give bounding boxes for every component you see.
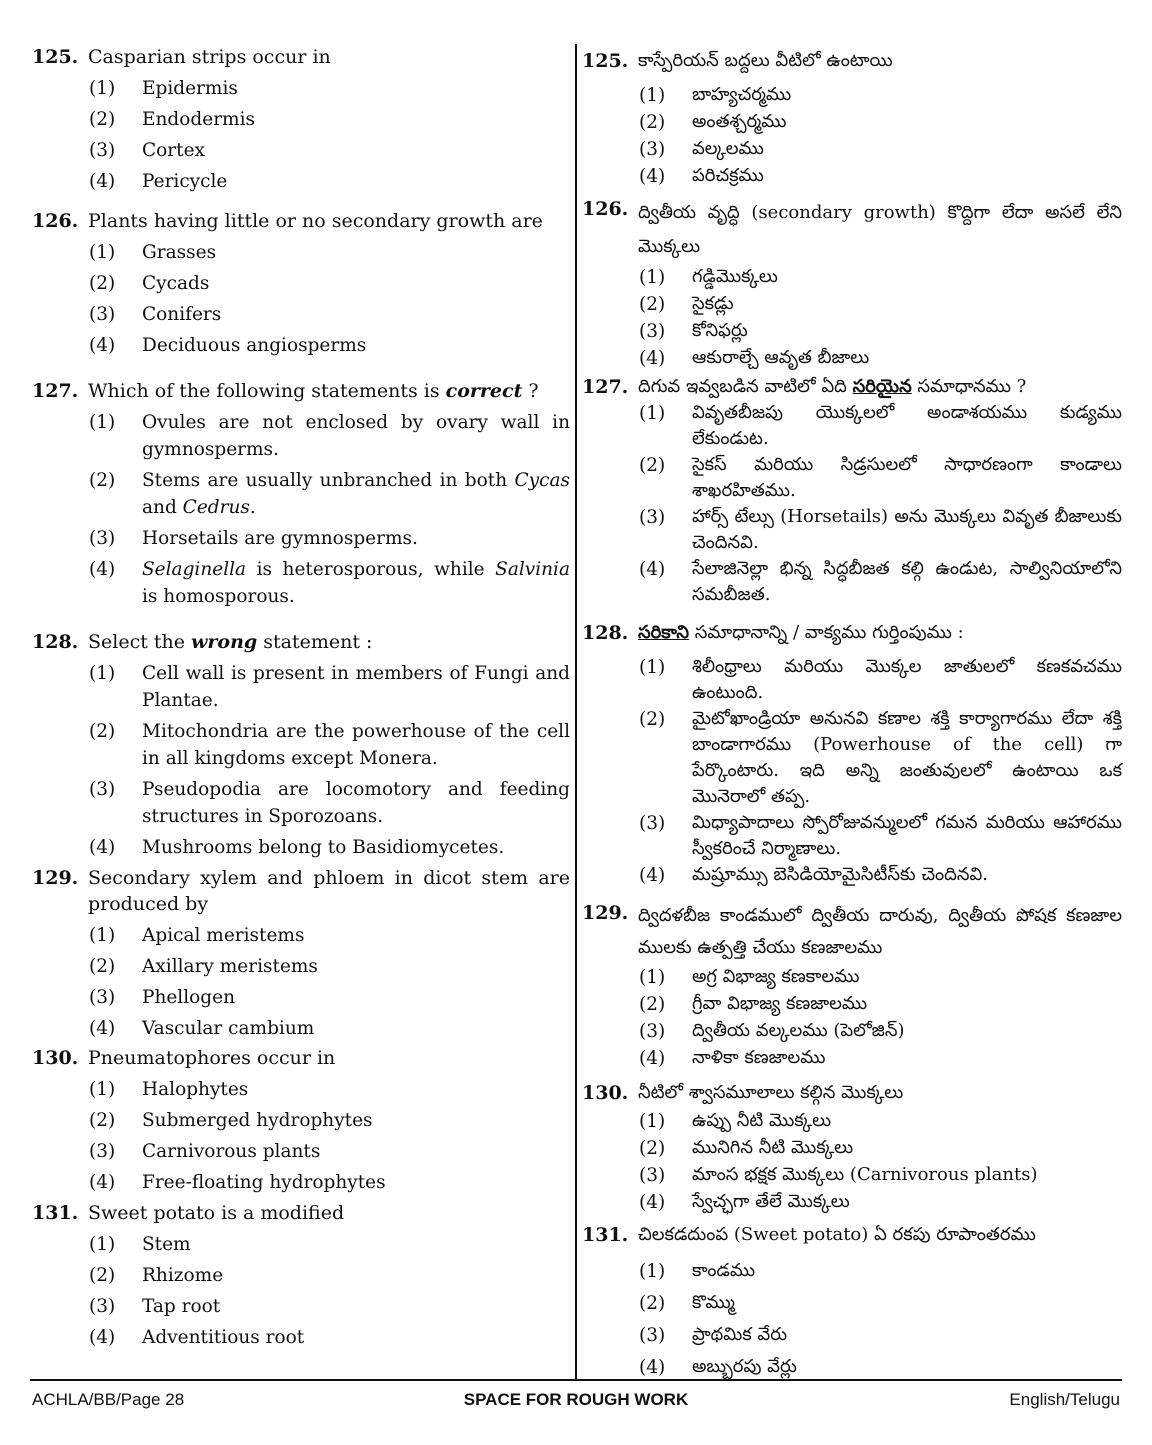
question-number: 125.	[582, 50, 629, 72]
option-text: మాంస భక్షక మొక్కలు (Carnivorous plants)	[692, 1164, 1038, 1185]
option-text: హార్స్ టేల్సు (Horsetails) అను మొక్కలు వివృత బీజాలుకు చెందినవి.	[692, 506, 1122, 553]
option-number: (4)	[89, 559, 116, 580]
option-number: (3)	[89, 304, 116, 325]
option-text: గ్రీవా విభాజ్య కణజాలము	[692, 993, 868, 1014]
option-text: Apical meristems	[142, 925, 305, 946]
option-text: సేలాజినెల్లా భిన్న సిద్ధబీజత కల్గి ఉండుట, సాల్వినియాలోని సమబీజత.	[692, 558, 1122, 605]
option-number: (4)	[639, 559, 666, 580]
option-text: కోనిఫర్లు	[692, 320, 748, 341]
option	[89, 467, 570, 521]
option-number: (4)	[89, 1172, 116, 1193]
option-number: (1)	[639, 657, 666, 678]
option-text: పరిచక్రము	[692, 165, 764, 186]
option-text: ఉప్పు నీటి మొక్కలు	[692, 1110, 832, 1131]
option-text: Axillary meristems	[142, 956, 318, 977]
option-number: (2)	[639, 294, 666, 315]
option	[89, 1138, 570, 1165]
question-number: 129.	[582, 902, 629, 924]
option-text: Stem	[142, 1234, 191, 1255]
footer-rule	[30, 1379, 1122, 1381]
option-text: మైటోఖాండ్రియా అనునవి కణాల శక్తి కార్యాగారము లేదా శక్తి బాండాగారము (Powerhouse of the cell) గా పేర్కొంటారు. ఇది అన్ని జంతువులలో ఉంటాయి ఒక మొనెరాలో తప్ప.	[692, 708, 1122, 807]
option-number: (2)	[639, 1293, 666, 1314]
option-text: Free-floating hydrophytes	[142, 1172, 386, 1193]
option-number: (3)	[639, 1021, 666, 1042]
question-number: 127.	[582, 376, 629, 398]
option	[89, 922, 570, 949]
option	[639, 1135, 1122, 1162]
option	[639, 163, 1122, 190]
option-number: (1)	[89, 663, 116, 684]
option-text: Grasses	[142, 242, 217, 263]
option-text: Adventitious root	[142, 1327, 305, 1348]
option	[639, 556, 1122, 608]
option-text: Pseudopodia are locomotory and feeding structures in Sporozoans.	[142, 779, 570, 827]
option-text: Horsetails are gymnosperms.	[142, 528, 418, 549]
option	[89, 270, 570, 297]
option	[639, 862, 1122, 889]
option-text: Submerged hydrophytes	[142, 1110, 373, 1131]
question-text: ద్విదళబీజ కాండములో ద్వితీయ దారువు, ద్వితీయ పోషక కణజాల ములకు ఉత్పత్తి చేయు కణజాలము	[638, 905, 1122, 958]
option-number: (3)	[639, 321, 666, 342]
option	[89, 75, 570, 102]
option	[89, 409, 570, 463]
question-number: 125.	[32, 46, 79, 68]
option-number: (1)	[89, 925, 116, 946]
option-text: Ovules are not enclosed by ovary wall in gymnosperms.	[142, 412, 570, 460]
option-number: (4)	[89, 335, 116, 356]
option-number: (3)	[89, 140, 116, 161]
question-text: సరికాని సమాధానాన్ని / వాక్యము గుర్తింపుము :	[638, 622, 964, 643]
question-number: 129.	[32, 867, 79, 889]
option-number: (1)	[639, 1261, 666, 1282]
question-127-te	[582, 374, 1122, 608]
question-number: 126.	[32, 210, 79, 232]
option-text: కాండము	[692, 1260, 756, 1281]
option	[89, 953, 570, 980]
option-text: గడ్డిమొక్కలు	[692, 266, 778, 287]
option-number: (4)	[89, 837, 116, 858]
option-text: వల్కలము	[692, 138, 764, 159]
option-text: Epidermis	[142, 78, 238, 99]
option-number: (4)	[89, 1327, 116, 1348]
option-text: Cycads	[142, 273, 210, 294]
option	[89, 984, 570, 1011]
option-number: (4)	[639, 166, 666, 187]
question-129-en	[32, 865, 570, 1042]
option-number: (4)	[639, 865, 666, 886]
option	[639, 706, 1122, 810]
option	[639, 1354, 1122, 1381]
question-131-en	[32, 1200, 570, 1351]
option-number: (3)	[639, 507, 666, 528]
option-number: (2)	[639, 455, 666, 476]
option-text: Tap root	[142, 1296, 221, 1317]
option-text: బాహ్యచర్మము	[692, 84, 792, 105]
option-text: అబ్బురపు వేర్లు	[692, 1356, 797, 1377]
option-number: (1)	[89, 242, 116, 263]
option-number: (2)	[639, 709, 666, 730]
option-number: (4)	[639, 1048, 666, 1069]
column-divider	[575, 44, 577, 1380]
option	[89, 1169, 570, 1196]
option-number: (1)	[639, 1111, 666, 1132]
option-text: Halophytes	[142, 1079, 249, 1100]
question-text: దిగువ ఇవ్వబడిన వాటిలో ఏది సరియైన సమాధానము ?	[638, 376, 1027, 397]
option-number: (1)	[89, 412, 116, 433]
option-number: (1)	[639, 967, 666, 988]
option-number: (3)	[89, 528, 116, 549]
option	[639, 1108, 1122, 1135]
option-text: ఆకురాల్చే ఆవృత బీజాలు	[692, 347, 870, 368]
question-number: 126.	[582, 198, 629, 220]
question-126-en	[32, 208, 570, 359]
question-number: 131.	[582, 1224, 629, 1246]
question-130-te	[582, 1080, 1122, 1216]
option-text: స్వేచ్ఛగా తేలే మొక్కలు	[692, 1191, 850, 1212]
rough-work-label: SPACE FOR ROUGH WORK	[463, 1390, 689, 1409]
question-text: Select the wrong statement :	[88, 631, 373, 653]
option-text: సైకస్ మరియు సిడ్రసులలో సాధారణంగా కాండాలు శాఖరహితము.	[692, 454, 1122, 501]
option	[89, 301, 570, 328]
option-number: (2)	[89, 273, 116, 294]
option-number: (4)	[639, 348, 666, 369]
question-130-en	[32, 1045, 570, 1196]
option	[89, 1015, 570, 1042]
option-text: ప్రాథమిక వేరు	[692, 1324, 788, 1345]
option	[89, 1293, 570, 1320]
option-text: మునిగిన నీటి మొక్కలు	[692, 1137, 854, 1158]
option-text: కొమ్ము	[692, 1292, 735, 1313]
question-number: 127.	[32, 380, 79, 402]
option	[89, 1231, 570, 1258]
option-text: Phellogen	[142, 987, 235, 1008]
question-125-te	[582, 48, 1122, 190]
option-number: (1)	[639, 403, 666, 424]
option-number: (1)	[639, 267, 666, 288]
option	[639, 1162, 1122, 1189]
option	[639, 1045, 1122, 1072]
question-text: కాస్పేరియన్ బద్దలు వీటిలో ఉంటాయి	[638, 50, 893, 71]
question-125-en	[32, 44, 570, 195]
option-text: శిలీంధ్రాలు మరియు మొక్కల జాతులలో కణకవచము ఉంటుంది.	[692, 656, 1122, 703]
question-text: Secondary xylem and phloem in dicot stem are produced by	[88, 867, 570, 915]
question-text: నీటిలో శ్వాసమూలాలు కల్గిన మొక్కలు	[638, 1082, 904, 1103]
option-number: (4)	[89, 1018, 116, 1039]
option	[639, 1189, 1122, 1216]
option	[639, 400, 1122, 452]
option	[639, 1258, 1122, 1285]
option-number: (3)	[89, 779, 116, 800]
option-text: Pericycle	[142, 171, 228, 192]
option-text: Cell wall is present in members of Fungi and Plantae.	[142, 663, 570, 711]
option-number: (2)	[89, 1110, 116, 1131]
option	[639, 264, 1122, 291]
question-number: 131.	[32, 1202, 79, 1224]
option	[639, 345, 1122, 372]
question-127-en	[32, 378, 570, 610]
option-text: Stems are usually unbranched in both Cycas and Cedrus.	[142, 470, 570, 518]
option-number: (2)	[89, 721, 116, 742]
option-number: (3)	[89, 1141, 116, 1162]
option-number: (4)	[639, 1357, 666, 1378]
option	[89, 556, 570, 610]
option	[89, 239, 570, 266]
question-text: Which of the following statements is correct ?	[88, 380, 539, 402]
question-text: Sweet potato is a modified	[88, 1202, 345, 1224]
option-number: (1)	[89, 1234, 116, 1255]
option	[639, 964, 1122, 991]
option-text: మిధ్యాపాదాలు స్పోరోజువన్ములలో గమన మరియు ఆహారము స్వీకరించే నిర్మాణాలు.	[692, 812, 1122, 859]
question-number: 128.	[582, 622, 629, 644]
option	[639, 291, 1122, 318]
question-128-en	[32, 629, 570, 861]
option-number: (3)	[89, 1296, 116, 1317]
question-text: ద్వితీయ వృద్ధి (secondary growth) కొద్దిగా లేదా అసలే లేని మొక్కలు	[638, 202, 1122, 257]
option-number: (3)	[639, 139, 666, 160]
option	[639, 318, 1122, 345]
option	[639, 82, 1122, 109]
question-number: 130.	[32, 1047, 79, 1069]
language-label: English/Telugu	[1009, 1390, 1120, 1409]
option-text: Selaginella is heterosporous, while Salvinia is homosporous.	[142, 559, 570, 607]
option-number: (2)	[89, 1265, 116, 1286]
option-number: (4)	[89, 171, 116, 192]
option	[89, 137, 570, 164]
page-label: ACHLA/BB/Page 28	[32, 1390, 185, 1409]
option-number: (2)	[639, 112, 666, 133]
option	[89, 1107, 570, 1134]
option-number: (3)	[639, 1165, 666, 1186]
option	[639, 810, 1122, 862]
option-number: (3)	[639, 813, 666, 834]
question-128-te	[582, 620, 1122, 889]
option-number: (2)	[639, 994, 666, 1015]
option-text: Conifers	[142, 304, 222, 325]
option	[89, 660, 570, 714]
option	[89, 525, 570, 552]
option-text: Mushrooms belong to Basidiomycetes.	[142, 837, 505, 858]
option	[89, 718, 570, 772]
option	[639, 991, 1122, 1018]
option-text: Rhizome	[142, 1265, 224, 1286]
option	[89, 168, 570, 195]
option-text: అగ్ర విభాజ్య కణకాలము	[692, 966, 860, 987]
option	[639, 1322, 1122, 1349]
question-text: Pneumatophores occur in	[88, 1047, 336, 1069]
option-number: (3)	[639, 1325, 666, 1346]
question-number: 130.	[582, 1082, 629, 1104]
option-text: వివృతబీజపు యొక్కలలో అండాశయము కుడ్యము లేకుండుట.	[692, 402, 1122, 449]
option	[639, 109, 1122, 136]
question-131-te	[582, 1222, 1122, 1381]
option	[89, 1324, 570, 1351]
question-126-te	[582, 196, 1122, 372]
option	[89, 332, 570, 359]
option-number: (2)	[89, 470, 116, 491]
option	[89, 776, 570, 830]
option-text: Carnivorous plants	[142, 1141, 321, 1162]
option	[639, 1018, 1122, 1045]
option	[639, 654, 1122, 706]
option	[639, 452, 1122, 504]
option-number: (3)	[89, 987, 116, 1008]
option	[89, 834, 570, 861]
option-text: Mitochondria are the powerhouse of the cell in all kingdoms except Monera.	[142, 721, 570, 769]
option-number: (2)	[89, 956, 116, 977]
option-text: సైకడ్లు	[692, 293, 734, 314]
option-text: Endodermis	[142, 109, 255, 130]
option-number: (2)	[89, 109, 116, 130]
question-text: Plants having little or no secondary growth are	[88, 210, 543, 232]
option-text: ద్వితీయ వల్కలము (పెలోజిన్)	[692, 1020, 905, 1041]
option-text: మష్రూమ్సు బెసిడియోమైసిటీస్‌కు చెందినవి.	[692, 864, 989, 885]
option-text: Cortex	[142, 140, 205, 161]
option-number: (4)	[639, 1192, 666, 1213]
option-number: (1)	[89, 1079, 116, 1100]
option-text: అంతశ్చర్మము	[692, 111, 787, 132]
option-text: Deciduous angiosperms	[142, 335, 367, 356]
question-text: చిలకడదుంప (Sweet potato) ఏ రకపు రూపాంతరము	[638, 1224, 1036, 1245]
option	[639, 504, 1122, 556]
option-number: (1)	[639, 85, 666, 106]
option	[89, 1262, 570, 1289]
option	[89, 106, 570, 133]
question-text: Casparian strips occur in	[88, 46, 331, 68]
option	[639, 1290, 1122, 1317]
option-number: (2)	[639, 1138, 666, 1159]
option-text: Vascular cambium	[142, 1018, 315, 1039]
option	[639, 136, 1122, 163]
question-number: 128.	[32, 631, 79, 653]
option-number: (1)	[89, 78, 116, 99]
question-129-te	[582, 900, 1122, 1072]
option	[89, 1076, 570, 1103]
option-text: నాళికా కణజాలము	[692, 1047, 826, 1068]
